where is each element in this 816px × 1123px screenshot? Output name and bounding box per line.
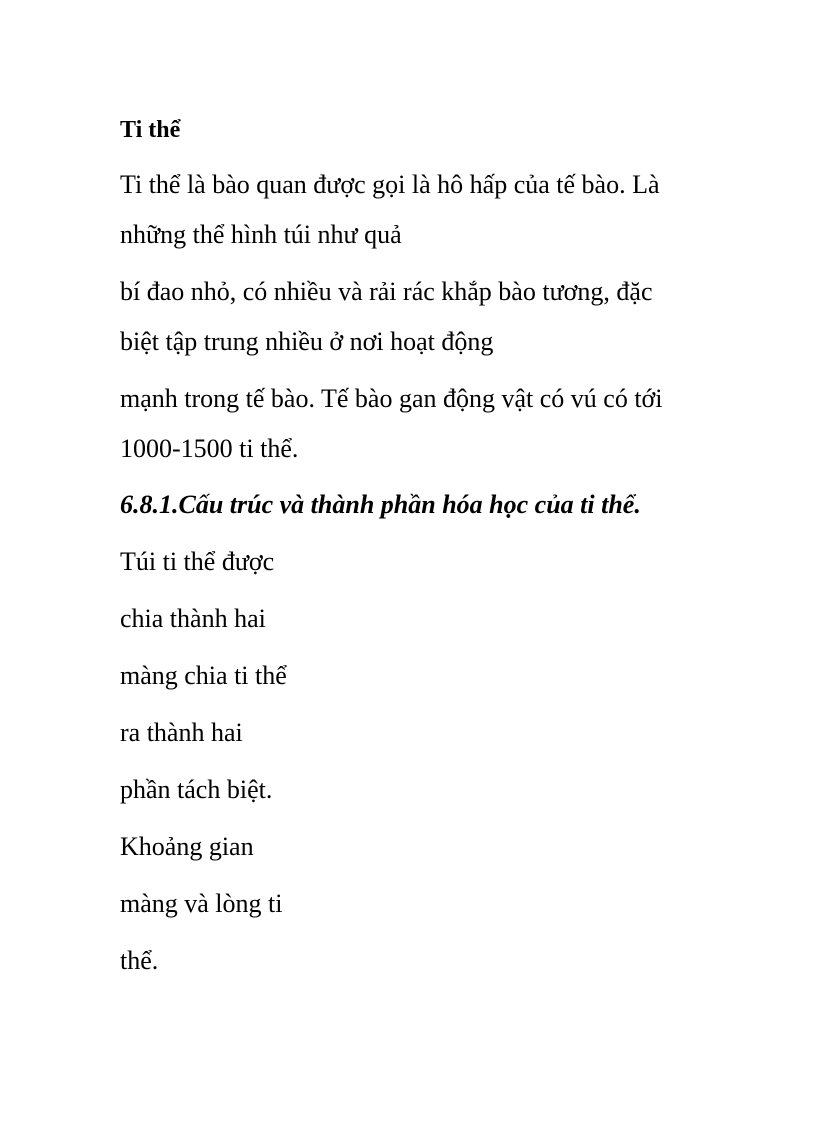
paragraph-line: ra thành hai: [120, 718, 243, 747]
paragraph-line: Ti thể là bào quan được gọi là hô hấp của tế bào. Là: [120, 170, 660, 199]
section-heading: 6.8.1.Cấu trúc và thành phần hóa học của ti thể.: [120, 490, 641, 519]
paragraph-line: màng và lòng ti: [120, 889, 283, 918]
paragraph-line: biệt tập trung nhiều ở nơi hoạt động: [120, 327, 494, 356]
paragraph-line: chia thành hai: [120, 604, 266, 633]
paragraph-line: Khoảng gian: [120, 832, 254, 861]
paragraph-line: thể.: [120, 946, 159, 975]
paragraph-line: bí đao nhỏ, có nhiều và rải rác khắp bào tương, đặc: [120, 277, 653, 306]
paragraph-line: phần tách biệt.: [120, 775, 273, 804]
document-title: Ti thể: [120, 117, 181, 143]
paragraph-line: màng chia ti thể: [120, 661, 287, 690]
paragraph-line: Túi ti thể được: [120, 547, 275, 576]
paragraph-line: những thể hình túi như quả: [120, 220, 402, 249]
paragraph-line: mạnh trong tế bào. Tế bào gan động vật có vú có tới: [120, 384, 663, 413]
paragraph-line: 1000-1500 ti thể.: [120, 434, 299, 463]
